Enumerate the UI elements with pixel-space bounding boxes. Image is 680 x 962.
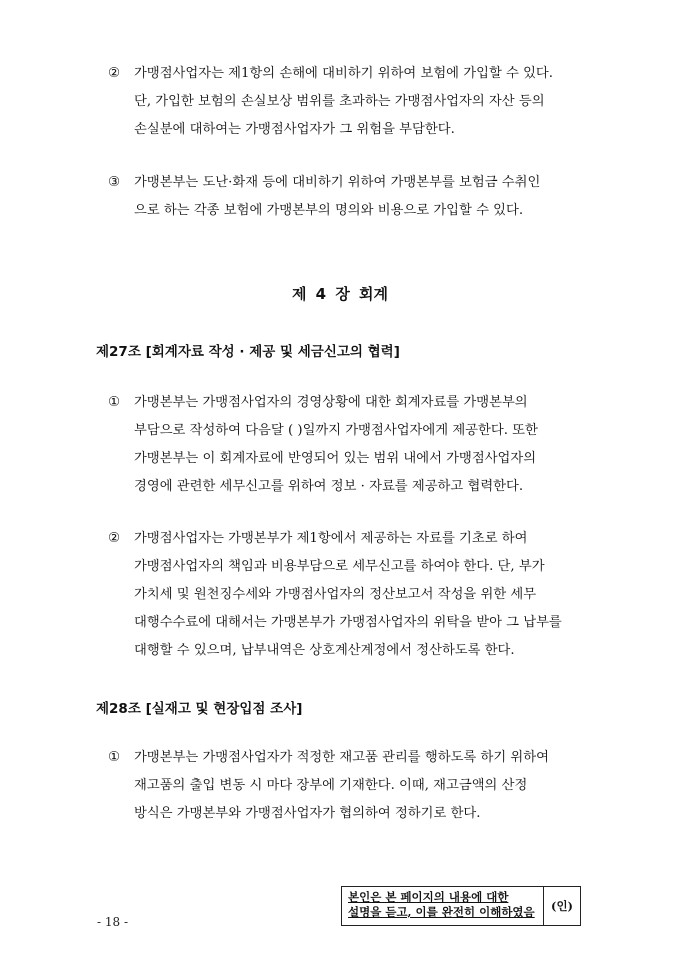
clause-item bbox=[108, 169, 586, 225]
clause-line: 가맹본부는 이 회계자료에 반영되어 있는 범위 내에서 가맹점사업자의 bbox=[134, 451, 537, 466]
clause-line: 경영에 관련한 세무신고를 위하여 정보 · 자료를 제공하고 협력한다. bbox=[134, 479, 524, 494]
clause-item bbox=[108, 60, 586, 144]
chapter-title: 제 4 장 회계 bbox=[291, 285, 389, 303]
clause-line: 가맹본부는 가맹점사업자의 경영상황에 대한 회계자료를 가맹본부의 bbox=[134, 395, 528, 410]
clause-item bbox=[108, 744, 586, 828]
clause-line: 가맹점사업자의 책임과 비용부담으로 세무신고를 하여야 한다. 단, 부가 bbox=[134, 559, 545, 574]
clause-number: ① bbox=[108, 395, 120, 410]
clause-number: ② bbox=[108, 66, 120, 81]
clause-line: 부담으로 작성하여 다음달 ( )일까지 가맹점사업자에게 제공한다. 또한 bbox=[134, 423, 538, 438]
article-28-title: 제28조 [실재고 및 현장입점 조사] bbox=[96, 701, 303, 717]
clause-number: ③ bbox=[108, 175, 120, 190]
clause-line: 가맹점사업자는 제1항의 손해에 대비하기 위하여 보험에 가입할 수 있다. bbox=[134, 66, 553, 81]
clause-line: 가맹본부는 가맹점사업자가 적정한 재고품 관리를 행하도록 하기 위하여 bbox=[134, 750, 549, 765]
confirmation-text bbox=[342, 887, 544, 925]
confirmation-line: 본인은 본 페이지의 내용에 대한 bbox=[348, 890, 509, 904]
clause-line: 가맹본부는 도난·화재 등에 대비하기 위하여 가맹본부를 보험금 수취인 bbox=[134, 175, 541, 190]
page-number: - 18 - bbox=[97, 915, 129, 929]
clause-line: 대행수수료에 대해서는 가맹본부가 가맹점사업자의 위탁을 받아 그 납부를 bbox=[134, 615, 562, 630]
clause-line: 재고품의 출입 변동 시 마다 장부에 기재한다. 이때, 재고금액의 산정 bbox=[134, 778, 528, 793]
clause-line: 대행할 수 있으며, 납부내역은 상호계산계정에서 정산하도록 한다. bbox=[134, 643, 515, 658]
clause-line: 가치세 및 원천징수세와 가맹점사업자의 정산보고서 작성을 위한 세무 bbox=[134, 587, 537, 602]
clause-number: ② bbox=[108, 531, 120, 546]
clause-line: 방식은 가맹본부와 가맹점사업자가 협의하여 정하기로 한다. bbox=[134, 806, 481, 821]
article-27-title: 제27조 [회계자료 작성 · 제공 및 세금신고의 협력] bbox=[96, 344, 400, 360]
clause-line: 단, 가입한 보험의 손실보상 범위를 초과하는 가맹점사업자의 자산 등의 bbox=[134, 94, 545, 109]
clause-line: 으로 하는 각종 보험에 가맹본부의 명의와 비용으로 가입할 수 있다. bbox=[134, 203, 524, 218]
confirmation-line: 설명을 듣고, 이를 완전히 이해하였음 bbox=[348, 905, 535, 919]
clause-line: 가맹점사업자는 가맹본부가 제1항에서 제공하는 자료를 기초로 하여 bbox=[134, 531, 528, 546]
seal-field: (인) bbox=[551, 899, 573, 913]
clause-number: ① bbox=[108, 750, 120, 765]
confirmation-box bbox=[341, 886, 581, 926]
clause-item bbox=[108, 389, 586, 501]
clause-item bbox=[108, 525, 586, 665]
clause-line: 손실분에 대하여는 가맹점사업자가 그 위험을 부담한다. bbox=[134, 122, 455, 137]
